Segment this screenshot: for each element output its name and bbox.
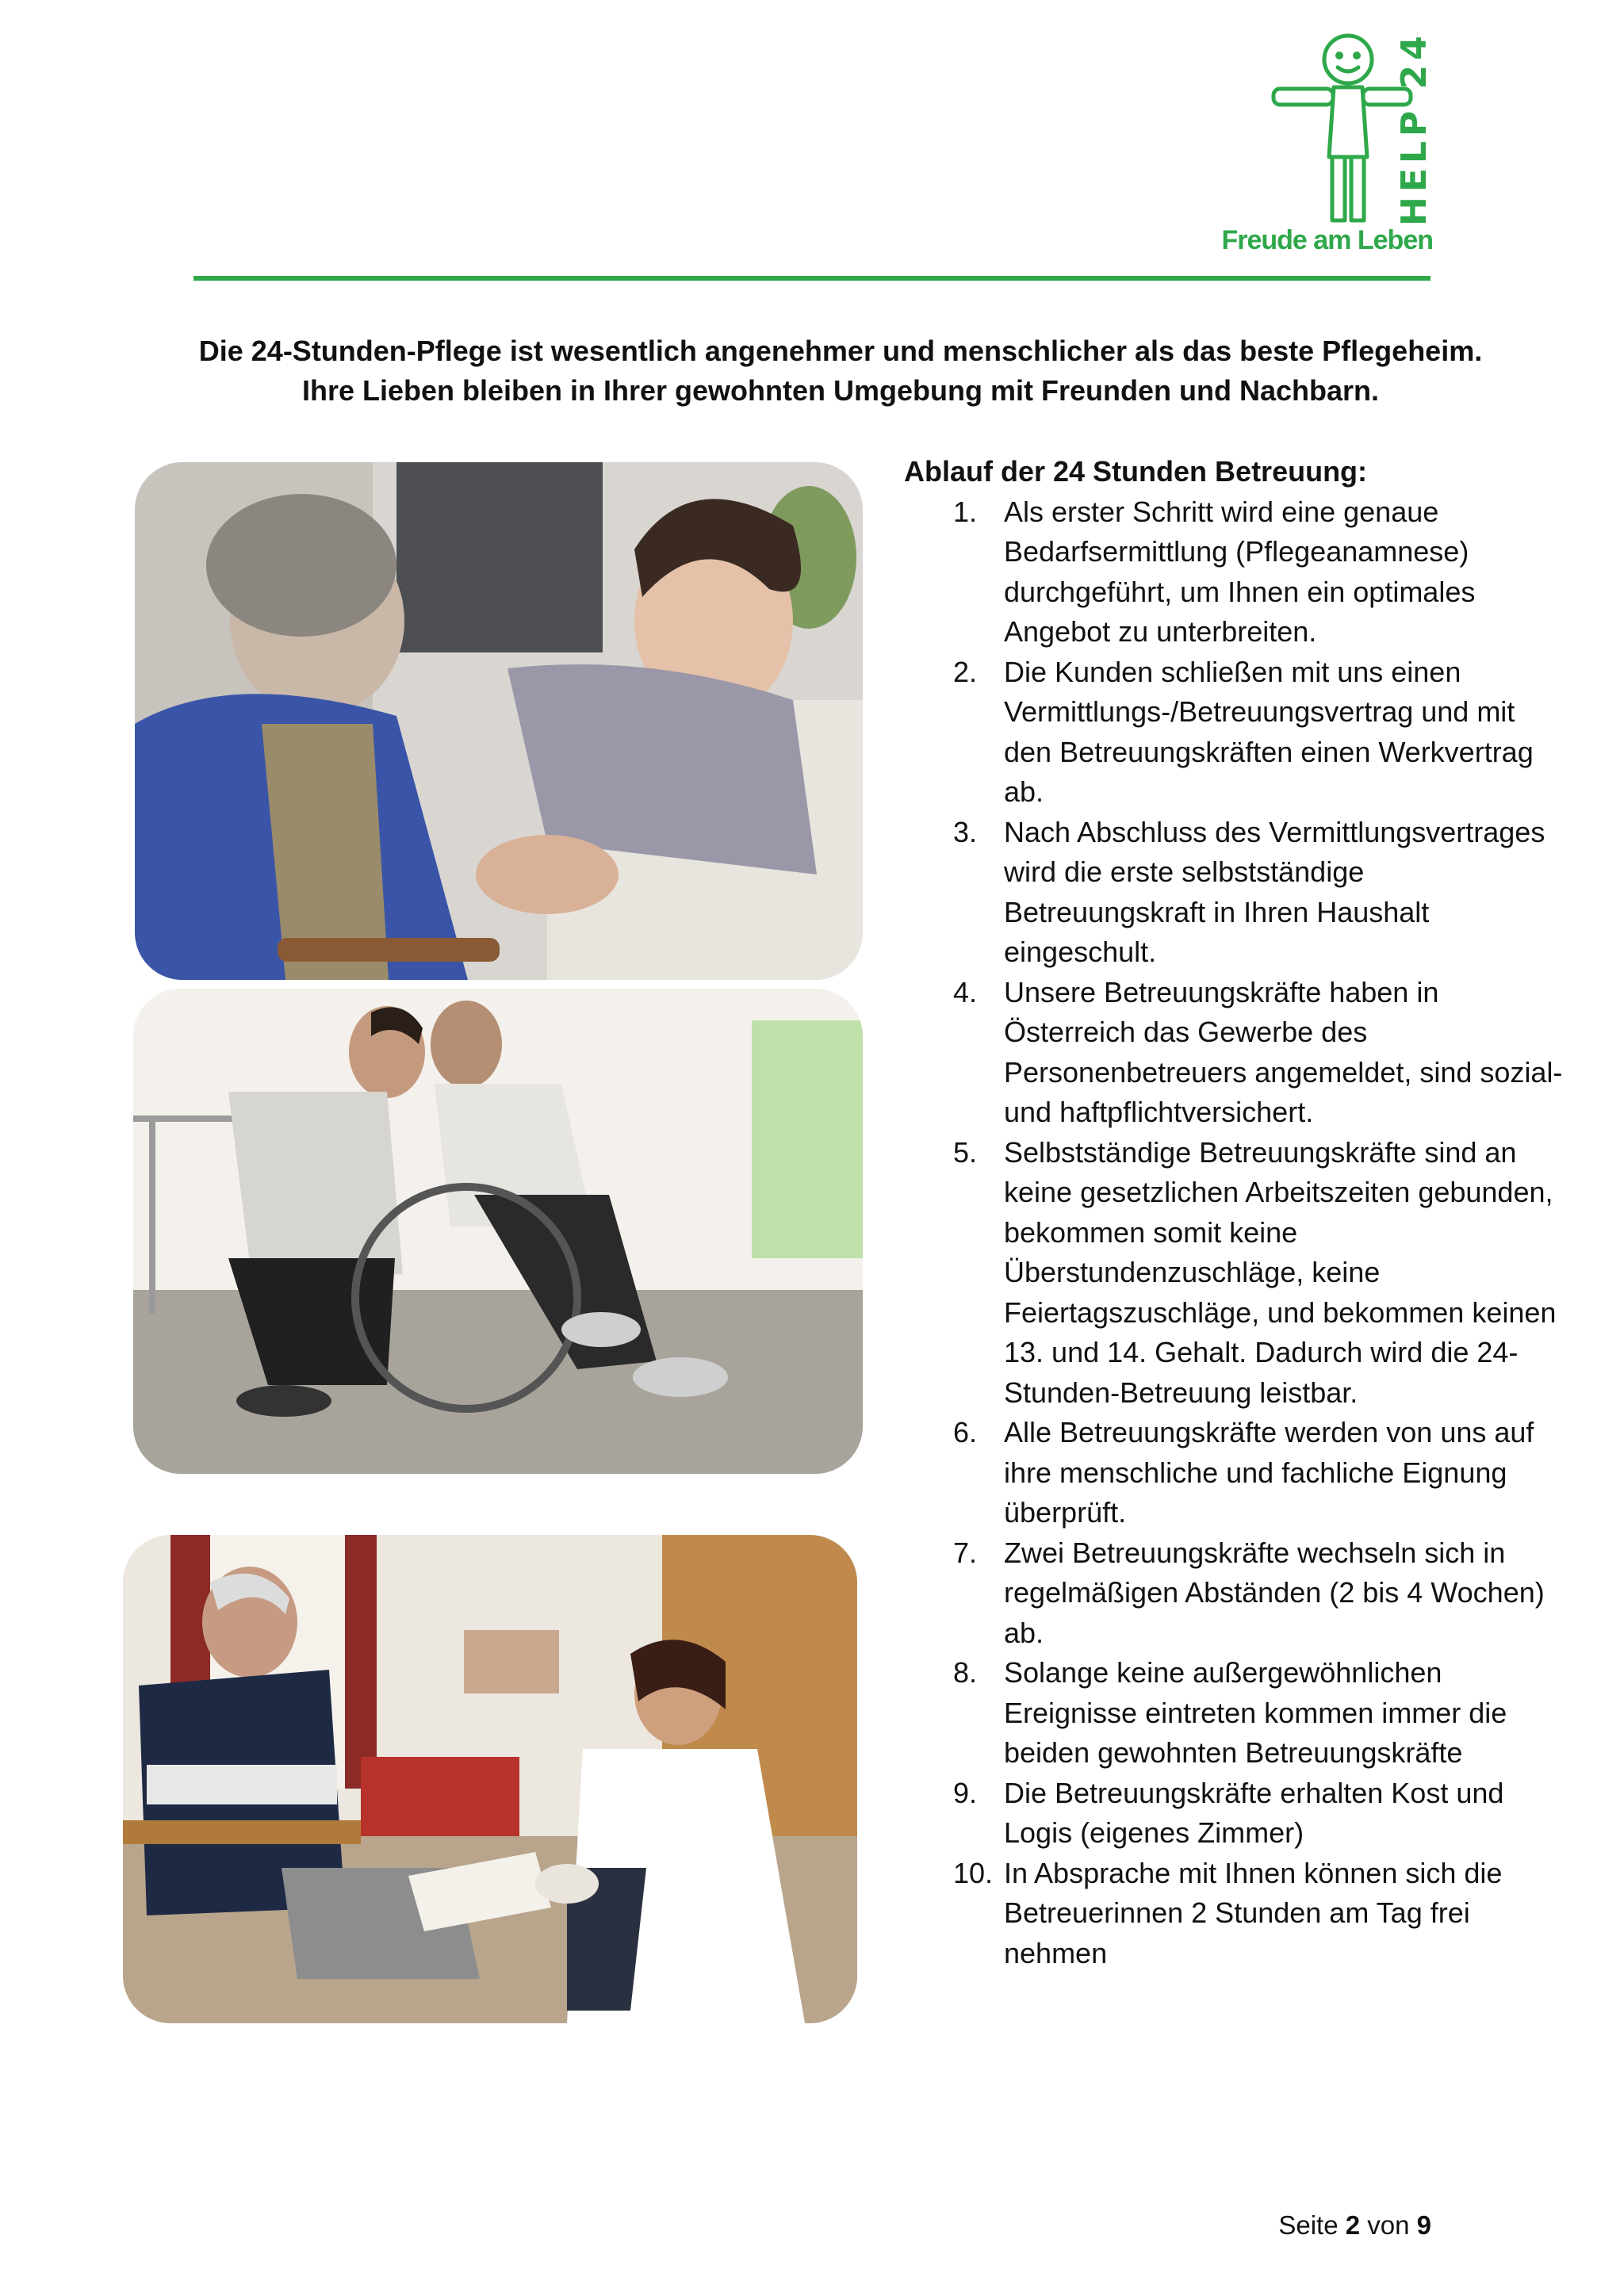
step-text: Selbstständige Betreuungskräfte sind an keine gesetzlichen Arbeitszeiten gebunden, bekommen somit keine Überstundenzuschläge, keine Feiertagszuschläge, und bekommen keinen 13. und 14. Gehalt. Dadurch wird die 24-Stunden-Betreuung leistbar. [1004, 1135, 1557, 1409]
step-number: 10. [953, 1856, 994, 1889]
step-number: 8. [953, 1656, 978, 1689]
list-item [904, 492, 1586, 652]
list-item [904, 973, 1586, 1133]
logo-text: HELP 24 [1394, 31, 1434, 226]
step-number: 3. [953, 815, 978, 848]
page-label: Seite [1278, 2210, 1339, 2240]
step-text: Alle Betreuungskräfte werden von uns auf ihre menschliche und fachliche Eignung überprüft. [1004, 1416, 1534, 1529]
logo-tagline: Freude am Leben [1221, 225, 1433, 255]
list-item [904, 652, 1586, 813]
step-text: Unsere Betreuungskräfte haben in Österreich das Gewerbe des Personenbetreuers angemeldet, sind sozial- und haftpflichtversichert. [1004, 975, 1563, 1128]
list-item [904, 1533, 1586, 1654]
photo-nurse-bandaging-leg [123, 1535, 857, 2023]
step-number: 7. [953, 1536, 978, 1569]
list-item [904, 1774, 1586, 1854]
step-text: Die Betreuungskräfte erhalten Kost und Logis (eigenes Zimmer) [1004, 1776, 1504, 1849]
intro-text [127, 331, 1554, 411]
list-item [904, 1653, 1586, 1774]
process-steps-list [904, 492, 1586, 1974]
page-number-footer [1189, 2210, 1431, 2241]
step-text: Die Kunden schließen mit uns einen Vermittlungs-/Betreuungsvertrag und mit den Betreuungskräften einen Werkvertrag ab. [1004, 655, 1534, 808]
list-item [904, 1413, 1586, 1533]
step-number: 5. [953, 1135, 978, 1169]
of-label: von [1367, 2210, 1410, 2240]
step-number: 1. [953, 495, 978, 528]
list-item [904, 1133, 1586, 1414]
step-text: Solange keine außergewöhnlichen Ereignisse eintreten kommen immer die beiden gewohnten Betreuungskräfte [1004, 1656, 1507, 1769]
header-divider [193, 276, 1431, 281]
step-text: Als erster Schritt wird eine genaue Bedarfsermittlung (Pflegeanamnese) durchgeführt, um Ihnen ein optimales Angebot zu unterbreiten. [1004, 495, 1476, 648]
step-text: In Absprache mit Ihnen können sich die Betreuerinnen 2 Stunden am Tag frei nehmen [1004, 1856, 1503, 1969]
current-page-number: 2 [1345, 2210, 1361, 2240]
total-pages-number: 9 [1416, 2210, 1431, 2240]
photo-caregiver-with-wheelchair-user [133, 989, 863, 1474]
intro-line-2: Ihre Lieben bleiben in Ihrer gewohnten Umgebung mit Freunden und Nachbarn. [301, 374, 1380, 407]
step-number: 9. [953, 1776, 978, 1809]
list-item [904, 813, 1586, 973]
step-number: 2. [953, 655, 978, 688]
process-section [904, 452, 1586, 1973]
step-text: Nach Abschluss des Vermittlungsvertrages wird die erste selbstständige Betreuungskraft in Ihren Haushalt eingeschult. [1004, 815, 1545, 968]
step-number: 6. [953, 1416, 978, 1448]
list-item [904, 1854, 1586, 1974]
photo-elderly-woman-with-caregiver [135, 462, 863, 980]
intro-line-1: Die 24-Stunden-Pflege ist wesentlich angenehmer und menschlicher als das beste Pflegeheim. [198, 335, 1483, 367]
step-text: Zwei Betreuungskräfte wechseln sich in regelmäßigen Abständen (2 bis 4 Wochen) ab. [1004, 1536, 1545, 1649]
step-number: 4. [953, 975, 978, 1008]
process-title: Ablauf der 24 Stunden Betreuung: [904, 455, 1368, 488]
